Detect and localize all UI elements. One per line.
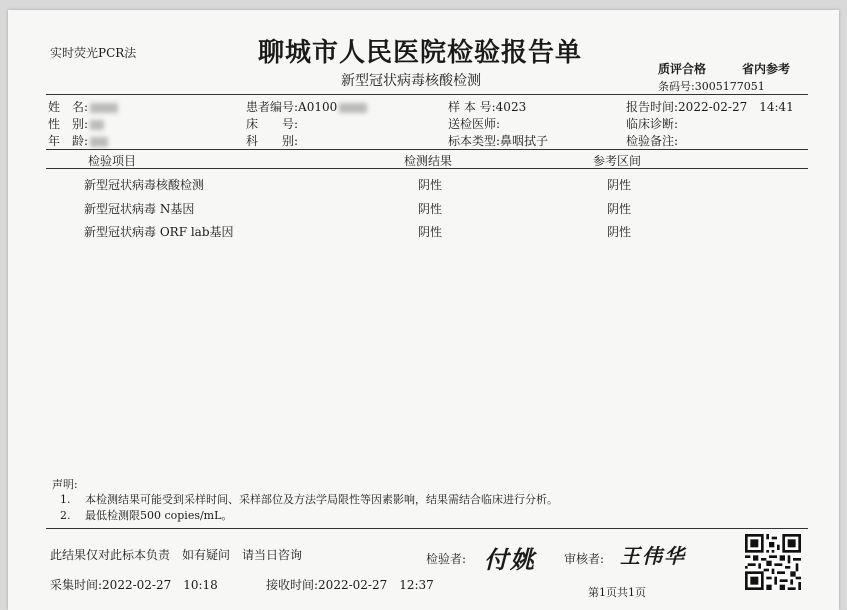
test-method: 实时荧光PCR法 — [50, 46, 137, 60]
report-time: 报告时间:2022-02-27 14:41 — [626, 100, 794, 114]
age-field — [48, 132, 108, 149]
report-sheet — [8, 10, 839, 610]
patient-no-value: A0100 — [298, 100, 338, 114]
row-result: 阴性 — [418, 225, 443, 239]
table-header-rule — [46, 168, 808, 169]
remark-label: 检验备注: — [626, 134, 679, 148]
barcode-number: 条码号:3005177051 — [658, 80, 765, 93]
row-item: 新型冠状病毒核酸检测 — [84, 178, 205, 192]
bed-label: 床 号: — [246, 117, 299, 131]
row-item: 新型冠状病毒 N基因 — [84, 202, 195, 216]
qr-code-icon — [745, 534, 801, 590]
row-reference: 阴性 — [607, 202, 632, 216]
sample-type: 标本类型:鼻咽拭子 — [448, 134, 549, 148]
row-result: 阴性 — [418, 202, 443, 216]
report-subtitle: 新型冠状病毒核酸检测 — [341, 73, 481, 89]
sex-field — [48, 115, 104, 132]
row-reference: 阴性 — [607, 225, 632, 239]
redacted-age — [90, 137, 108, 147]
page-number: 第1页共1页 — [588, 586, 646, 599]
row-result: 阴性 — [418, 178, 443, 192]
age-label: 年 龄: — [48, 134, 89, 148]
disclaimer: 此结果仅对此标本负责 如有疑问 请当日咨询 — [50, 548, 303, 562]
redacted-patient-no — [339, 103, 367, 113]
receive-time: 接收时间:2022-02-27 12:37 — [266, 578, 434, 592]
notes-title: 声明: — [52, 478, 78, 491]
info-rule — [46, 149, 808, 150]
sex-label: 性 别: — [48, 117, 89, 131]
note-item-2: 2. 最低检测限500 copies/mL。 — [60, 509, 233, 522]
diagnosis-label: 临床诊断: — [626, 117, 679, 131]
reviewer-signature: 王伟华 — [620, 544, 686, 568]
patient-no-field — [246, 98, 367, 115]
col-header-item: 检验项目 — [88, 154, 137, 168]
name-label: 姓 名: — [48, 100, 89, 114]
report-title: 聊城市人民医院检验报告单 — [258, 38, 583, 68]
tester-signature: 付姚 — [484, 546, 536, 574]
row-item: 新型冠状病毒 ORF lab基因 — [84, 225, 234, 239]
sample-no: 样 本 号:4023 — [448, 100, 527, 114]
row-reference: 阴性 — [607, 178, 632, 192]
col-header-reference: 参考区间 — [593, 154, 642, 168]
note-item-1: 1. 本检测结果可能受到采样时间、采样部位及方法学局限性等因素影响，结果需结合临床进行分析。 — [60, 493, 558, 506]
footer-rule — [46, 528, 808, 529]
tester-label: 检验者: — [426, 552, 467, 566]
reviewer-label: 审核者: — [564, 552, 605, 566]
quality-mark: 质评合格 — [658, 62, 707, 76]
col-header-result: 检测结果 — [404, 154, 453, 168]
dept-label: 科 别: — [246, 134, 299, 148]
doctor-label: 送检医师: — [448, 117, 501, 131]
redacted-sex — [90, 120, 104, 130]
patient-no-label: 患者编号: — [246, 100, 299, 114]
redacted-name — [90, 103, 118, 113]
name-field — [48, 98, 118, 115]
header-rule — [46, 94, 808, 95]
province-reference: 省内参考 — [742, 62, 791, 76]
collect-time: 采集时间:2022-02-27 10:18 — [50, 578, 218, 592]
